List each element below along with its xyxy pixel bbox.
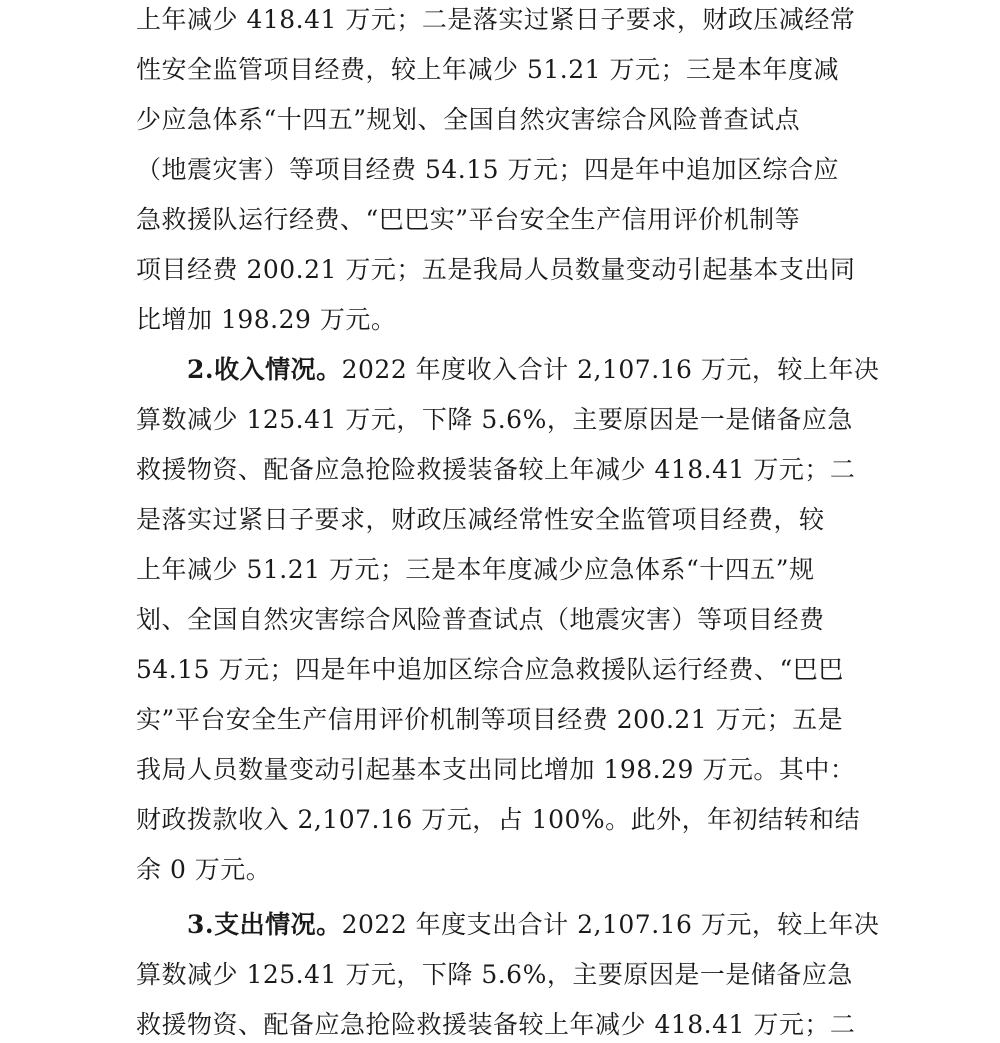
paragraph-1-line-6: 项目经费 200.21 万元；五是我局人员数量变动引起基本支出同 [136, 255, 856, 284]
paragraph-1-line-4: （地震灾害）等项目经费 54.15 万元；四是年中追加区综合应 [136, 155, 839, 184]
section-2-line-8: 实”平台安全生产信用评价机制等项目经费 200.21 万元；五是 [136, 705, 844, 734]
section-3-line-2: 算数减少 125.41 万元，下降 5.6%，主要原因是一是储备应急 [136, 960, 853, 989]
section-2-line-5: 上年减少 51.21 万元；三是本年度减少应急体系“十四五”规 [136, 555, 815, 584]
section-2-line-2: 算数减少 125.41 万元，下降 5.6%，主要原因是一是储备应急 [136, 405, 853, 434]
paragraph-1-line-7: 比增加 198.29 万元。 [136, 305, 397, 334]
section-2-line-6: 划、全国自然灾害综合风险普查试点（地震灾害）等项目经费 [136, 605, 825, 634]
section-2-line-7: 54.15 万元；四是年中追加区综合应急救援队运行经费、“巴巴 [136, 655, 844, 684]
section-3-first-line [187, 910, 879, 940]
section-3-heading: 3.支出情况。 [187, 910, 342, 939]
section-2-line-9: 我局人员数量变动引起基本支出同比增加 198.29 万元。其中： [136, 755, 856, 784]
section-2-line-4: 是落实过紧日子要求，财政压减经常性安全监管项目经费，较 [136, 505, 825, 534]
section-3-line-3: 救援物资、配备应急抢险救援装备较上年减少 418.41 万元；二 [136, 1010, 856, 1039]
section-2-line-11: 余 0 万元。 [136, 855, 272, 884]
section-3-first-line-text: 2022 年度支出合计 2,107.16 万元，较上年决 [341, 910, 880, 939]
paragraph-1-line-1: 上年减少 418.41 万元；二是落实过紧日子要求，财政压减经常 [136, 5, 856, 34]
paragraph-1-line-5: 急救援队运行经费、“巴巴实”平台安全生产信用评价机制等 [136, 205, 801, 234]
paragraph-1-line-3: 少应急体系“十四五”规划、全国自然灾害综合风险普查试点 [136, 105, 801, 134]
section-2-heading: 2.收入情况。 [187, 355, 342, 384]
section-2-line-3: 救援物资、配备应急抢险救援装备较上年减少 418.41 万元；二 [136, 455, 856, 484]
paragraph-1-line-2: 性安全监管项目经费，较上年减少 51.21 万元；三是本年度减 [136, 55, 839, 84]
section-2-first-line [187, 355, 879, 385]
section-2-first-line-text: 2022 年度收入合计 2,107.16 万元，较上年决 [341, 355, 880, 384]
section-2-line-10: 财政拨款收入 2,107.16 万元，占 100%。此外，年初结转和结 [136, 805, 861, 834]
